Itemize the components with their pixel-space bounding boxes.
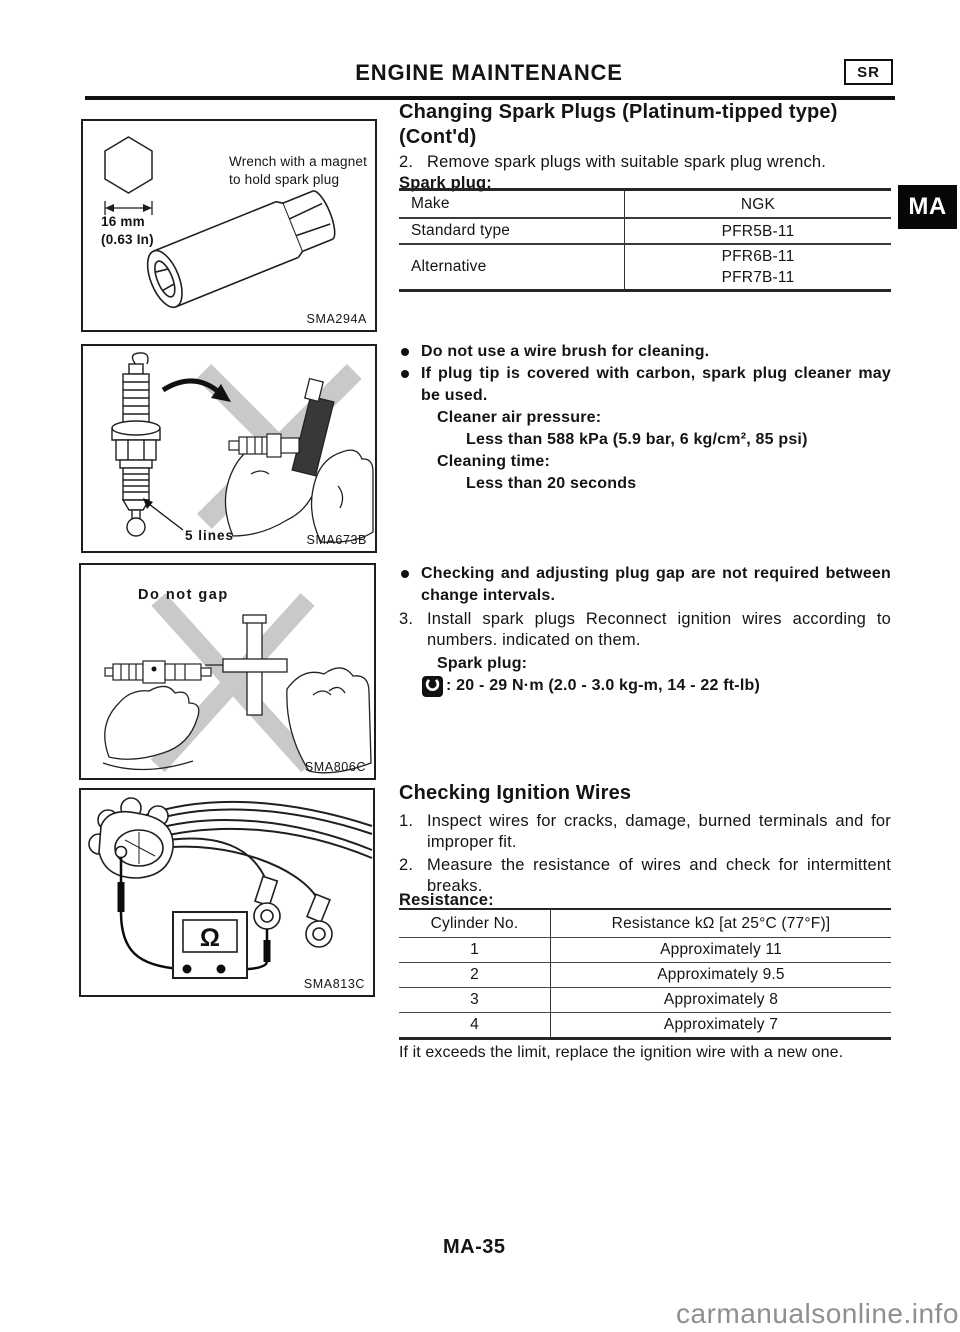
section-heading-line2: (Cont'd)	[399, 126, 477, 148]
table-cell-value: PFR5B-11	[721, 222, 795, 240]
table-row	[399, 191, 891, 217]
table-row	[399, 243, 891, 289]
spec-label: Cleaning time:	[437, 453, 551, 470]
step-number: 1.	[399, 812, 414, 830]
fig3-code: SMA806C	[304, 760, 366, 774]
step-number: 2.	[399, 856, 414, 874]
spark-plug-table	[399, 188, 891, 292]
table-header-row	[399, 910, 891, 937]
fig4-code: SMA813C	[303, 977, 365, 991]
fig1-dimension-label: 16 mm (0.63 In)	[101, 214, 154, 247]
torque-value: : 20 - 29 N·m (2.0 - 3.0 kg-m, 14 - 22 ft-lb)	[446, 677, 760, 694]
torque-spec-heading: Spark plug:	[437, 655, 528, 672]
wire-boot-2	[306, 894, 332, 947]
figure-socket-wrench	[81, 119, 377, 332]
bullet-icon	[401, 570, 409, 578]
spec-value: Less than 20 seconds	[466, 475, 637, 492]
table-cell-value: PFR6B-11 PFR7B-11	[721, 248, 795, 286]
fig1-code: SMA294A	[306, 312, 367, 326]
section-heading-spark-plugs	[399, 100, 891, 150]
bullet-item: Do not use a wire brush for cleaning.	[399, 341, 891, 363]
table-row: 4 Approximately 7	[399, 1012, 891, 1037]
step-text: Remove spark plugs with suitable spark plug wrench.	[427, 153, 827, 171]
resistance-table	[399, 908, 891, 1040]
spark-plug-spec-heading: Spark plug:	[399, 174, 492, 192]
section-tab-ma: MA	[898, 185, 957, 229]
site-watermark: carmanualsonline.info	[676, 1298, 959, 1329]
table-cell-value: NGK	[740, 195, 776, 213]
column-header: Cylinder No.	[399, 910, 551, 937]
fig2-five-lines-label: 5 lines	[185, 528, 235, 543]
section-heading-ignition-wires: Checking Ignition Wires	[399, 782, 632, 804]
table-cell-label: Standard type	[399, 219, 625, 243]
wire-boot-1	[254, 876, 280, 929]
page-title: ENGINE MAINTENANCE	[355, 60, 623, 85]
torque-icon	[422, 676, 443, 697]
distributor-cap	[89, 798, 173, 878]
figure-ignition-wires	[79, 788, 375, 997]
bullet-icon	[401, 370, 409, 378]
gap-and-install-notes	[399, 563, 891, 697]
table-cell-label: Alternative	[399, 245, 625, 289]
ignition-wire-test-illustration	[81, 790, 373, 995]
spec-value: Less than 588 kPa (5.9 bar, 6 kg/cm², 85 psi)	[466, 431, 808, 448]
table-row: 1 Approximately 11	[399, 937, 891, 962]
section-badge: SR	[844, 59, 893, 85]
step-text: Install spark plugs Reconnect ignition wires according to numbers. indicated on them.	[427, 610, 891, 649]
fig2-code: SMA673B	[306, 533, 367, 547]
page-number: MA-35	[443, 1236, 506, 1258]
step-text: Measure the resistance of wires and check for intermittent breaks.	[427, 856, 891, 895]
fig1-caption-text: Wrench with a magnet to hold spark plug	[229, 154, 368, 187]
step-number: 3.	[399, 610, 414, 628]
replace-wire-note: If it exceeds the limit, replace the ignition wire with a new one.	[399, 1044, 844, 1061]
figure-do-not-gap	[79, 563, 376, 780]
table-cell-label: Make	[399, 191, 625, 217]
spec-label: Cleaner air pressure:	[437, 409, 602, 426]
bullet-icon	[401, 348, 409, 356]
resistance-heading: Resistance:	[399, 891, 494, 909]
ohm-symbol: Ω	[199, 924, 221, 952]
step-text: Inspect wires for cracks, damage, burned terminals and for improper fit.	[427, 812, 891, 851]
section-heading-line1: Changing Spark Plugs (Platinum-tipped type)	[399, 101, 838, 123]
no-wire-brush-illustration	[83, 346, 375, 551]
column-header: Resistance kΩ [at 25°C (77°F)]	[611, 914, 831, 932]
cleaning-notes	[399, 341, 891, 495]
table-row	[399, 217, 891, 243]
table-row: 3 Approximately 8	[399, 987, 891, 1012]
hex-size-icon	[105, 137, 152, 193]
fig3-do-not-gap-label: Do not gap	[138, 587, 229, 603]
ignition-steps	[399, 811, 891, 899]
figure-no-wire-brush	[81, 344, 377, 553]
bullet-item: Checking and adjusting plug gap are not required between change intervals.	[399, 563, 891, 607]
table-row: 2 Approximately 9.5	[399, 962, 891, 987]
torque-spec-row	[422, 675, 891, 697]
spark-plug-vertical	[112, 353, 160, 536]
socket-body	[141, 184, 341, 312]
step-2-remove-plugs	[399, 152, 891, 175]
step-number: 2.	[399, 153, 414, 171]
bullet-item: If plug tip is covered with carbon, spark plug cleaner may be used.	[399, 363, 891, 407]
ignition-wires	[143, 802, 372, 898]
